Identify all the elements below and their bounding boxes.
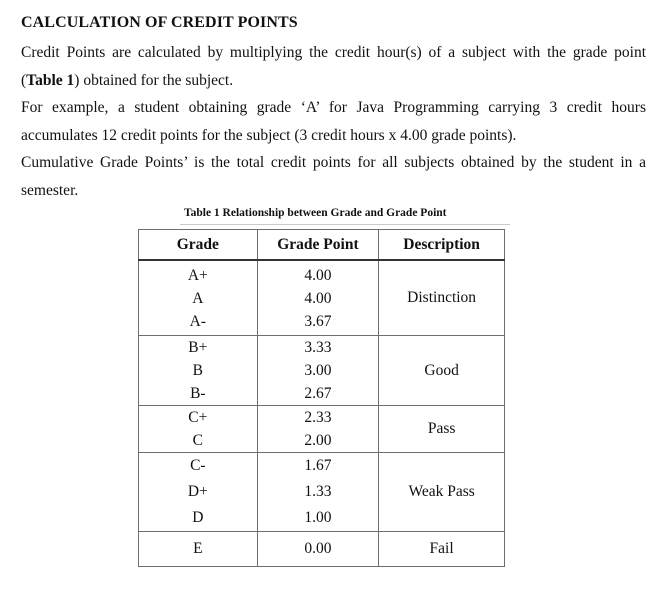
paragraph-example: For example, a student obtaining grade ‘A’ for Java Programming carrying 3 credit hours accumulates 12 credit points for the subject (3 credit hours x 4.00 grade points). [21,99,646,144]
grade-value: B- [190,385,206,402]
paragraph-text: Credit Points are calculated by multiplying the credit hour(s) of a subject with the grade point ( [21,44,646,89]
grade-value: D [192,509,204,526]
table-caption: Table 1 Relationship between Grade and Grade Point [184,207,447,219]
grade-point-value: 1.67 [304,457,332,474]
grade-point-value: 2.00 [304,432,332,449]
grade-point-cell [257,406,379,453]
grade-point-cell [257,453,379,532]
grade-point-value: 3.67 [304,312,332,330]
grade-point-value: 1.00 [304,509,332,526]
caption-rule [180,224,510,225]
grade-value: A+ [187,266,208,284]
grade-value: A- [189,312,206,330]
grade-point-value: 3.33 [304,339,332,356]
description-cell: Fail [379,532,505,567]
grade-group-fail [139,532,505,567]
description-cell: Good [379,336,505,406]
table-reference: Table 1 [26,72,75,89]
header-grade-point: Grade Point [257,230,379,261]
grade-cell [139,336,258,406]
paragraph-text: ) obtained for the subject. [74,72,234,89]
grade-value: C [192,432,203,449]
grade-group-weak-pass [139,453,505,532]
table-row [139,532,505,567]
grade-value: C+ [188,409,208,426]
grade-point-value: 4.00 [304,289,332,307]
grade-point-value: 4.00 [304,266,332,284]
description-cell: Pass [379,406,505,453]
grade-cell: E [139,532,258,567]
header-description: Description [379,230,505,261]
table-header-row [139,230,505,261]
header-grade: Grade [139,230,258,261]
grade-value: B+ [188,339,208,356]
table-row [139,406,505,453]
grade-point-cell: 0.00 [257,532,379,567]
section-heading: CALCULATION OF CREDIT POINTS [21,14,298,31]
grade-value: D+ [187,483,208,500]
grade-cell [139,453,258,532]
grade-point-value: 2.67 [304,385,332,402]
grade-point-value: 1.33 [304,483,332,500]
grade-group-good [139,336,505,406]
grade-group-distinction [139,260,505,336]
table-row [139,453,505,532]
paragraph-credit-points [21,39,646,95]
grade-group-pass [139,406,505,453]
grade-value: A [192,289,204,307]
grade-table [138,229,505,567]
paragraph-cumulative: Cumulative Grade Points’ is the total credit points for all subjects obtained by the student in a semester. [21,154,646,199]
grade-point-value: 2.33 [304,409,332,426]
grade-cell [139,406,258,453]
description-cell: Distinction [379,260,505,336]
grade-point-cell [257,260,379,336]
description-cell: Weak Pass [379,453,505,532]
grade-point-value: 3.00 [304,362,332,379]
grade-value: B [192,362,203,379]
grade-value: C- [190,457,206,474]
grade-point-cell [257,336,379,406]
table-row [139,336,505,406]
grade-cell [139,260,258,336]
table-row [139,260,505,336]
